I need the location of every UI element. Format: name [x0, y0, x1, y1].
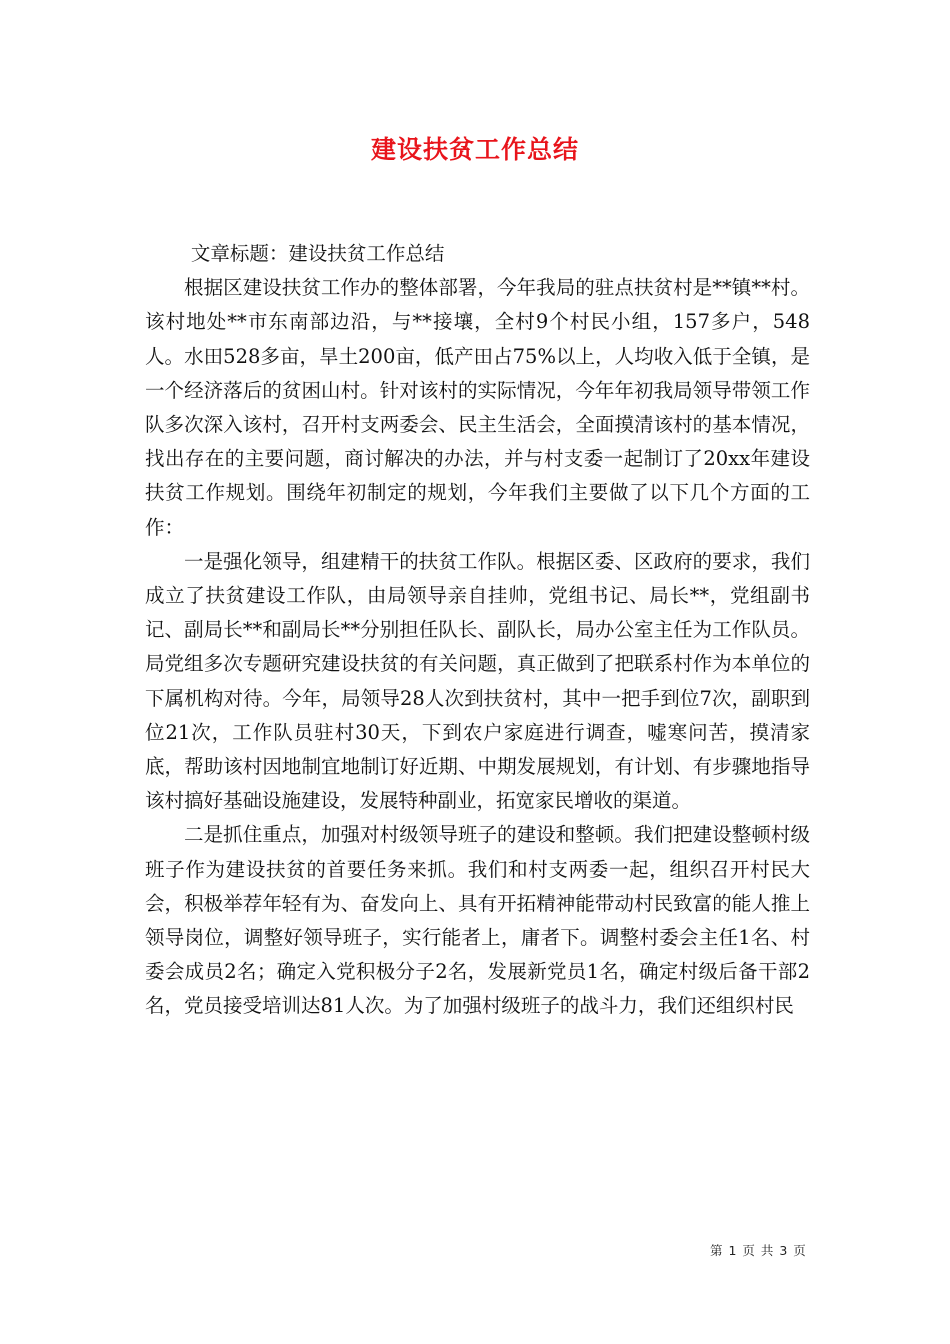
paragraph-point-one: 一是强化领导，组建精干的扶贫工作队。根据区委、区政府的要求，我们成立了扶贫建设工作队，由局领导亲自挂帅，党组书记、局长**，党组副书记、副局长**和副局长**分别担任队长、副队长，局办公室主任为工作队员。局党组多次专题研究建设扶贫的有关问题，真正做到了把联系村作为本单位的下属机构对待。今年，局领导28人次到扶贫村，其中一把手到位7次，副职到位21次，工作队员驻村30天，下到农户家庭进行调查，嘘寒问苦，摸清家底，帮助该村因地制宜地制订好近期、中期发展规划，有计划、有步骤地指导该村搞好基础设施建设，发展特种副业，拓宽家民增收的渠道。: [145, 549, 810, 813]
paragraph-intro: 根据区建设扶贫工作办的整体部署，今年我局的驻点扶贫村是**镇**村。该村地处**市东南部边沿，与**接壤，全村9个村民小组，157多户，548人。水田528多亩，旱土200亩，低产田占75%以上，人均收入低于全镇，是一个经济落后的贫困山村。针对该村的实际情况，今年年初我局领导带领工作队多次深入该村，召开村支两委会、民主生活会，全面摸清该村的基本情况，找出存在的主要问题，商讨解决的办法，并与村支委一起制订了20xx年建设扶贫工作规划。围绕年初制定的规划，今年我们主要做了以下几个方面的工作：: [145, 276, 810, 539]
document-title: 建设扶贫工作总结: [370, 135, 579, 164]
document-body: [145, 237, 810, 1024]
article-subtitle: 文章标题：建设扶贫工作总结: [190, 242, 445, 265]
paragraph-point-two: 二是抓住重点，加强对村级领导班子的建设和整顿。我们把建设整顿村级班子作为建设扶贫的首要任务来抓。我们和村支两委一起，组织召开村民大会，积极举荐年轻有为、奋发向上、具有开拓精神能带动村民致富的能人推上领导岗位，调整好领导班子，实行能者上，庸者下。调整村委会主任1名、村委会成员2名；确定入党积极分子2名，发展新党员1名，确定村级后备干部2名，党员接受培训达81人次。为了加强村级班子的战斗力，我们还组织村民: [145, 823, 810, 1018]
page-number: 第 1 页 共 3 页: [710, 1243, 807, 1258]
